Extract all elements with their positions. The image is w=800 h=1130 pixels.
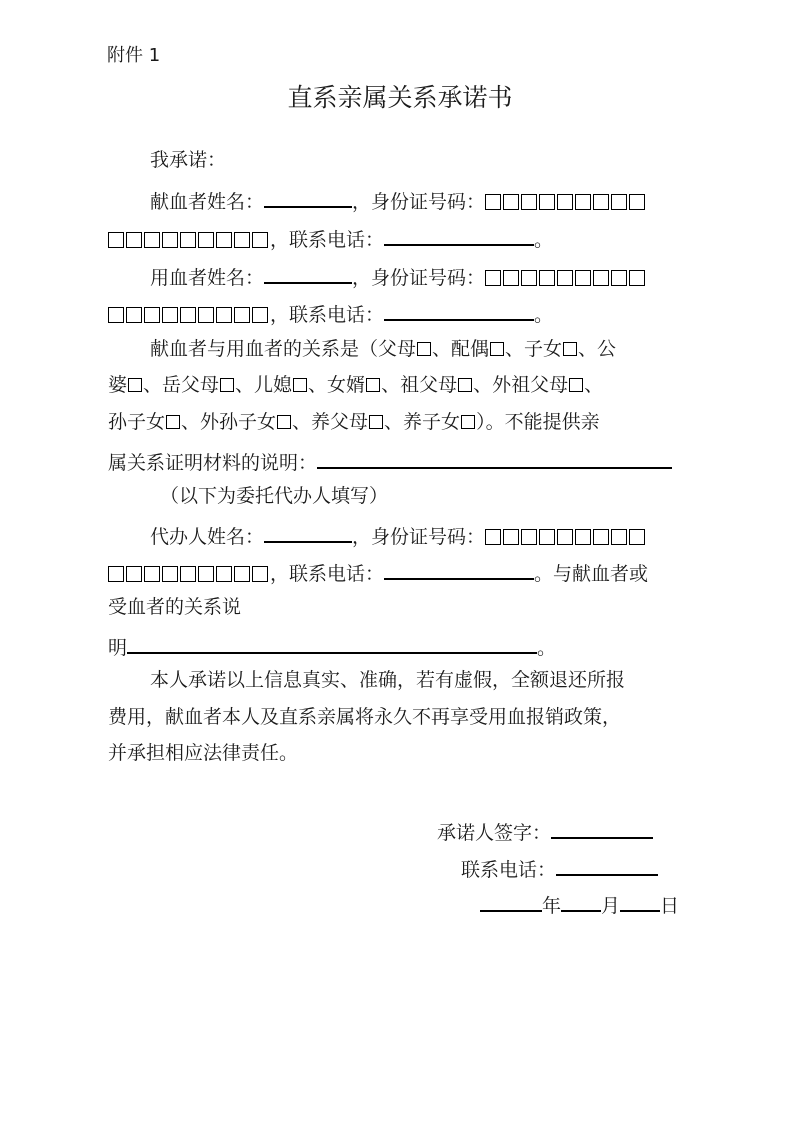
- sign-phone-label: 联系电话：: [461, 859, 557, 881]
- id-digit-box[interactable]: [539, 194, 555, 210]
- day-label: 日: [660, 895, 680, 917]
- id-digit-box[interactable]: [198, 232, 214, 248]
- relation-grandparents: 、祖父母: [381, 374, 458, 396]
- relation-explain-label: 属关系证明材料的说明：: [108, 452, 318, 474]
- checkbox-wife-parents[interactable]: [220, 378, 234, 392]
- relation-gong: 、公: [578, 338, 617, 360]
- id-digit-box[interactable]: [180, 232, 196, 248]
- year-label: 年: [542, 895, 562, 917]
- id-digit-box[interactable]: [521, 194, 537, 210]
- agent-end: 。: [537, 637, 557, 659]
- user-id-boxes[interactable]: [485, 267, 647, 289]
- id-digit-box[interactable]: [575, 270, 591, 286]
- relation-grandchildren: 孙子女: [108, 411, 166, 433]
- donor-id-boxes[interactable]: [485, 191, 647, 213]
- agent-line-4: [108, 632, 556, 660]
- checkbox-grandparents[interactable]: [458, 378, 472, 392]
- user-name-blank[interactable]: [264, 262, 352, 284]
- agent-phone-label: ，联系电话：: [270, 563, 385, 585]
- id-digit-box[interactable]: [180, 566, 196, 582]
- id-digit-box[interactable]: [593, 529, 609, 545]
- id-digit-box[interactable]: [485, 270, 501, 286]
- user-phone-blank[interactable]: [384, 299, 534, 321]
- user-phone-label: ，联系电话：: [270, 304, 385, 326]
- id-digit-box[interactable]: [126, 232, 142, 248]
- id-digit-box[interactable]: [611, 529, 627, 545]
- user-line-2: [108, 299, 553, 327]
- user-id-label: ，身份证号码：: [352, 267, 486, 289]
- intro-text: 我承诺：: [150, 149, 227, 171]
- id-digit-box[interactable]: [198, 566, 214, 582]
- checkbox-maternal-grandparents[interactable]: [569, 378, 583, 392]
- agent-id-boxes-cont[interactable]: [108, 563, 270, 585]
- attachment-label: 附件 1: [107, 45, 161, 66]
- agent-relation-blank[interactable]: [127, 632, 537, 654]
- donor-phone-label: ，联系电话：: [270, 229, 385, 251]
- id-digit-box[interactable]: [485, 194, 501, 210]
- id-digit-box[interactable]: [503, 529, 519, 545]
- checkbox-daughter-in-law[interactable]: [293, 378, 307, 392]
- id-digit-box[interactable]: [611, 194, 627, 210]
- id-digit-box[interactable]: [144, 232, 160, 248]
- id-digit-box[interactable]: [629, 529, 645, 545]
- promise-line-2: 费用，献血者本人及直系亲属将永久不再享受用血报销政策，: [108, 706, 622, 728]
- agent-id-boxes[interactable]: [485, 526, 647, 548]
- id-digit-box[interactable]: [234, 307, 250, 323]
- agent-tail: 。与献血者或: [534, 563, 649, 585]
- checkbox-adoptive-parents[interactable]: [369, 415, 383, 429]
- sign-blank[interactable]: [551, 817, 653, 839]
- checkbox-parents[interactable]: [417, 342, 431, 356]
- agent-note: （以下为委托代办人填写）: [160, 485, 389, 507]
- relation-line-1: [150, 337, 616, 361]
- id-digit-box[interactable]: [216, 307, 232, 323]
- relation-adoptive-parents: 、养父母: [292, 411, 369, 433]
- id-digit-box[interactable]: [144, 566, 160, 582]
- id-digit-box[interactable]: [108, 307, 124, 323]
- user-id-boxes-cont[interactable]: [108, 304, 270, 326]
- agent-line-2: [108, 558, 648, 586]
- donor-line-2: [108, 224, 553, 252]
- donor-end: 。: [534, 229, 554, 251]
- relation-maternal-grandchildren: 、外孙子女: [181, 411, 277, 433]
- id-digit-box[interactable]: [216, 232, 232, 248]
- id-digit-box[interactable]: [503, 270, 519, 286]
- id-digit-box[interactable]: [180, 307, 196, 323]
- donor-name-label: 献血者姓名：: [150, 191, 265, 213]
- id-digit-box[interactable]: [557, 529, 573, 545]
- promise-line-1: 本人承诺以上信息真实、准确，若有虚假，全额退还所报: [150, 669, 626, 691]
- id-digit-box[interactable]: [575, 194, 591, 210]
- year-blank[interactable]: [480, 890, 542, 912]
- relation-comma: 、: [584, 374, 604, 396]
- document-title: 直系亲属关系承诺书: [287, 83, 513, 112]
- id-digit-box[interactable]: [126, 566, 142, 582]
- id-digit-box[interactable]: [593, 270, 609, 286]
- user-end: 。: [534, 304, 554, 326]
- id-digit-box[interactable]: [252, 232, 268, 248]
- relation-maternal-grandparents: 、外祖父母: [473, 374, 569, 396]
- checkbox-children[interactable]: [563, 342, 577, 356]
- id-digit-box[interactable]: [108, 232, 124, 248]
- id-digit-box[interactable]: [162, 232, 178, 248]
- id-digit-box[interactable]: [144, 307, 160, 323]
- id-digit-box[interactable]: [539, 529, 555, 545]
- agent-id-label: ，身份证号码：: [352, 526, 486, 548]
- relation-wife-parents: 、岳父母: [143, 374, 220, 396]
- id-digit-box[interactable]: [485, 529, 501, 545]
- checkbox-spouse[interactable]: [490, 342, 504, 356]
- user-line-1: [150, 262, 647, 290]
- relation-son-in-law: 、女婿: [308, 374, 366, 396]
- id-digit-box[interactable]: [252, 307, 268, 323]
- relation-children: 、子女: [505, 338, 563, 360]
- id-digit-box[interactable]: [198, 307, 214, 323]
- donor-phone-blank[interactable]: [384, 224, 534, 246]
- agent-name-label: 代办人姓名：: [150, 526, 265, 548]
- relation-spouse: 、配偶: [432, 338, 490, 360]
- checkbox-maternal-grandchildren[interactable]: [277, 415, 291, 429]
- agent-line-1: [150, 521, 647, 549]
- id-digit-box[interactable]: [611, 270, 627, 286]
- id-digit-box[interactable]: [162, 566, 178, 582]
- checkbox-adopted-children[interactable]: [461, 415, 475, 429]
- sign-phone-blank[interactable]: [556, 854, 658, 876]
- id-digit-box[interactable]: [503, 194, 519, 210]
- user-name-label: 用血者姓名：: [150, 267, 265, 289]
- id-digit-box[interactable]: [539, 270, 555, 286]
- donor-name-blank[interactable]: [264, 186, 352, 208]
- id-digit-box[interactable]: [593, 194, 609, 210]
- id-digit-box[interactable]: [521, 270, 537, 286]
- id-digit-box[interactable]: [629, 194, 645, 210]
- relation-daughter-in-law: 、儿媳: [235, 374, 293, 396]
- relation-line-4: [108, 447, 672, 475]
- id-digit-box[interactable]: [126, 307, 142, 323]
- id-digit-box[interactable]: [162, 307, 178, 323]
- relation-lead: 献血者与用血者的关系是（父母: [150, 338, 417, 360]
- agent-line-3: 受血者的关系说: [108, 596, 242, 618]
- promise-line-3: 并承担相应法律责任。: [108, 742, 299, 764]
- id-digit-box[interactable]: [252, 566, 268, 582]
- sign-label: 承诺人签字：: [437, 822, 552, 844]
- relation-line-2: [108, 373, 603, 397]
- id-digit-box[interactable]: [108, 566, 124, 582]
- id-digit-box[interactable]: [234, 566, 250, 582]
- id-digit-box[interactable]: [521, 529, 537, 545]
- checkbox-grandchildren[interactable]: [166, 415, 180, 429]
- id-digit-box[interactable]: [557, 194, 573, 210]
- month-blank[interactable]: [561, 890, 601, 912]
- id-digit-box[interactable]: [557, 270, 573, 286]
- donor-line-1: [150, 186, 647, 214]
- agent-explain-label: 明: [108, 637, 128, 659]
- relation-adopted-children: 、养子女: [384, 411, 461, 433]
- relation-po: 婆: [108, 374, 128, 396]
- id-digit-box[interactable]: [216, 566, 232, 582]
- day-blank[interactable]: [620, 890, 660, 912]
- agent-phone-blank[interactable]: [384, 558, 534, 580]
- relation-line-3: [108, 410, 600, 434]
- checkbox-son-in-law[interactable]: [366, 378, 380, 392]
- donor-id-label: ，身份证号码：: [352, 191, 486, 213]
- signature-phone-line: [461, 854, 658, 882]
- donor-id-boxes-cont[interactable]: [108, 229, 270, 251]
- month-label: 月: [601, 895, 621, 917]
- date-line: [480, 890, 679, 918]
- relation-cannot-provide: ）。不能提供亲: [476, 411, 600, 433]
- id-digit-box[interactable]: [575, 529, 591, 545]
- checkbox-parents-in-law[interactable]: [128, 378, 142, 392]
- signature-line: [437, 817, 653, 845]
- id-digit-box[interactable]: [629, 270, 645, 286]
- id-digit-box[interactable]: [234, 232, 250, 248]
- relation-explain-blank[interactable]: [317, 447, 672, 469]
- agent-name-blank[interactable]: [264, 521, 352, 543]
